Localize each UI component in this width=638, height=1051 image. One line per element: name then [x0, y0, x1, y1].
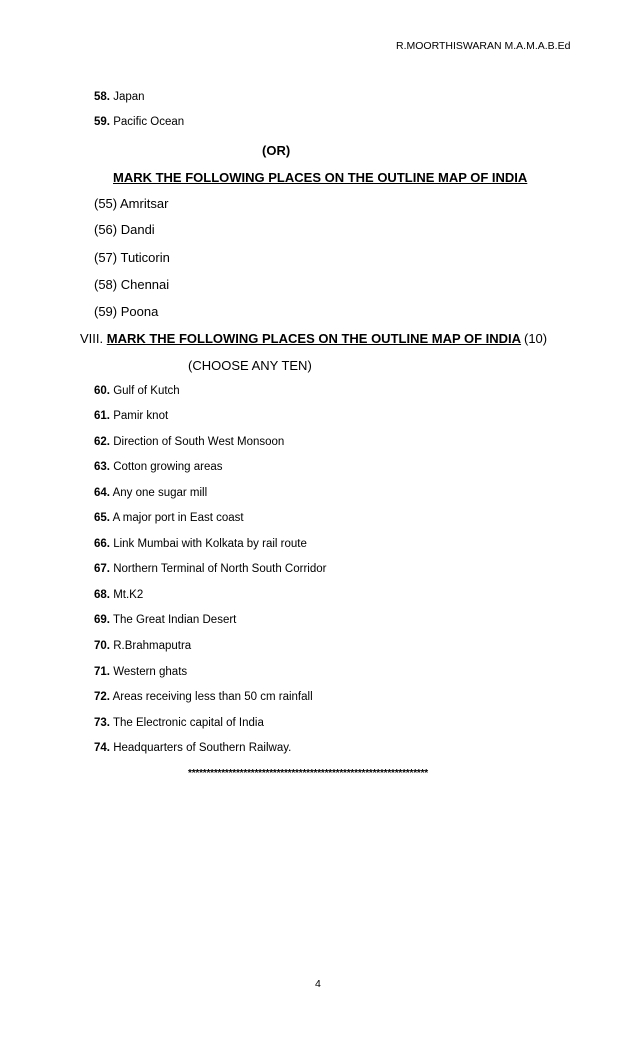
india-place-item: (58) Chennai — [94, 277, 170, 292]
india-place-item: (59) Poona — [94, 304, 159, 319]
item-text: Mt.K2 — [113, 589, 144, 601]
item-text: Link Mumbai with Kolkata by rail route — [113, 538, 307, 550]
list-item — [94, 589, 143, 601]
item-text: R.Brahmaputra — [113, 640, 192, 652]
list-item — [94, 487, 207, 499]
asterisk-divider: ***************************************************************** — [188, 768, 428, 779]
list-item — [94, 512, 244, 524]
item-text: Headquarters of Southern Railway. — [113, 742, 292, 754]
item-number: 69. — [94, 614, 110, 626]
list-item — [94, 116, 184, 128]
item-text: Northern Terminal of North South Corridor — [113, 563, 327, 575]
item-number: 62. — [94, 436, 110, 448]
list-item — [94, 717, 264, 729]
item-number: 71. — [94, 666, 110, 678]
item-text: The Electronic capital of India — [113, 717, 264, 729]
item-number: 59. — [94, 116, 110, 128]
list-item — [94, 410, 168, 422]
item-number: 61. — [94, 410, 110, 422]
item-text: The Great Indian Desert — [113, 614, 237, 626]
item-text: Any one sugar mill — [112, 487, 208, 499]
list-item — [94, 538, 307, 550]
or-separator: (OR) — [262, 143, 291, 158]
item-text: A major port in East coast — [112, 512, 244, 524]
list-item — [94, 436, 284, 448]
item-number: 74. — [94, 742, 110, 754]
item-number: 60. — [94, 385, 110, 397]
item-number: 70. — [94, 640, 110, 652]
list-item — [94, 461, 223, 473]
item-text: Gulf of Kutch — [113, 385, 180, 397]
section-viii-heading: MARK THE FOLLOWING PLACES ON THE OUTLINE MAP OF INDIA — [106, 331, 522, 346]
india-map-heading: MARK THE FOLLOWING PLACES ON THE OUTLINE MAP OF INDIA — [113, 170, 528, 185]
item-number: 58. — [94, 91, 110, 103]
page-number: 4 — [315, 978, 321, 990]
list-item — [94, 563, 326, 575]
section-viii-heading-line — [80, 331, 521, 346]
item-number: 73. — [94, 717, 110, 729]
item-number: 66. — [94, 538, 110, 550]
author-header: R.MOORTHISWARAN M.A.M.A.B.Ed — [396, 40, 571, 52]
list-item — [94, 666, 187, 678]
item-number: 65. — [94, 512, 110, 524]
list-item — [94, 742, 291, 754]
section-roman-numeral: VIII. — [80, 331, 104, 346]
list-item — [94, 614, 236, 626]
item-number: 67. — [94, 563, 110, 575]
item-text: Cotton growing areas — [113, 461, 223, 473]
list-item — [94, 640, 191, 652]
item-text: Pamir knot — [113, 410, 169, 422]
item-text: Direction of South West Monsoon — [113, 436, 285, 448]
item-number: 68. — [94, 589, 110, 601]
section-marks: (10) — [524, 331, 548, 346]
item-number: 64. — [94, 487, 110, 499]
list-item — [94, 385, 180, 397]
india-place-item: (57) Tuticorin — [94, 250, 170, 265]
item-text: Pacific Ocean — [113, 116, 185, 128]
item-number: 72. — [94, 691, 110, 703]
choose-instruction: (CHOOSE ANY TEN) — [188, 358, 312, 373]
india-place-item: (55) Amritsar — [94, 196, 169, 211]
item-number: 63. — [94, 461, 110, 473]
india-place-item: (56) Dandi — [94, 222, 155, 237]
list-item — [94, 91, 145, 103]
list-item — [94, 691, 313, 703]
item-text: Western ghats — [113, 666, 188, 678]
item-text: Areas receiving less than 50 cm rainfall — [112, 691, 313, 703]
item-text: Japan — [113, 91, 145, 103]
